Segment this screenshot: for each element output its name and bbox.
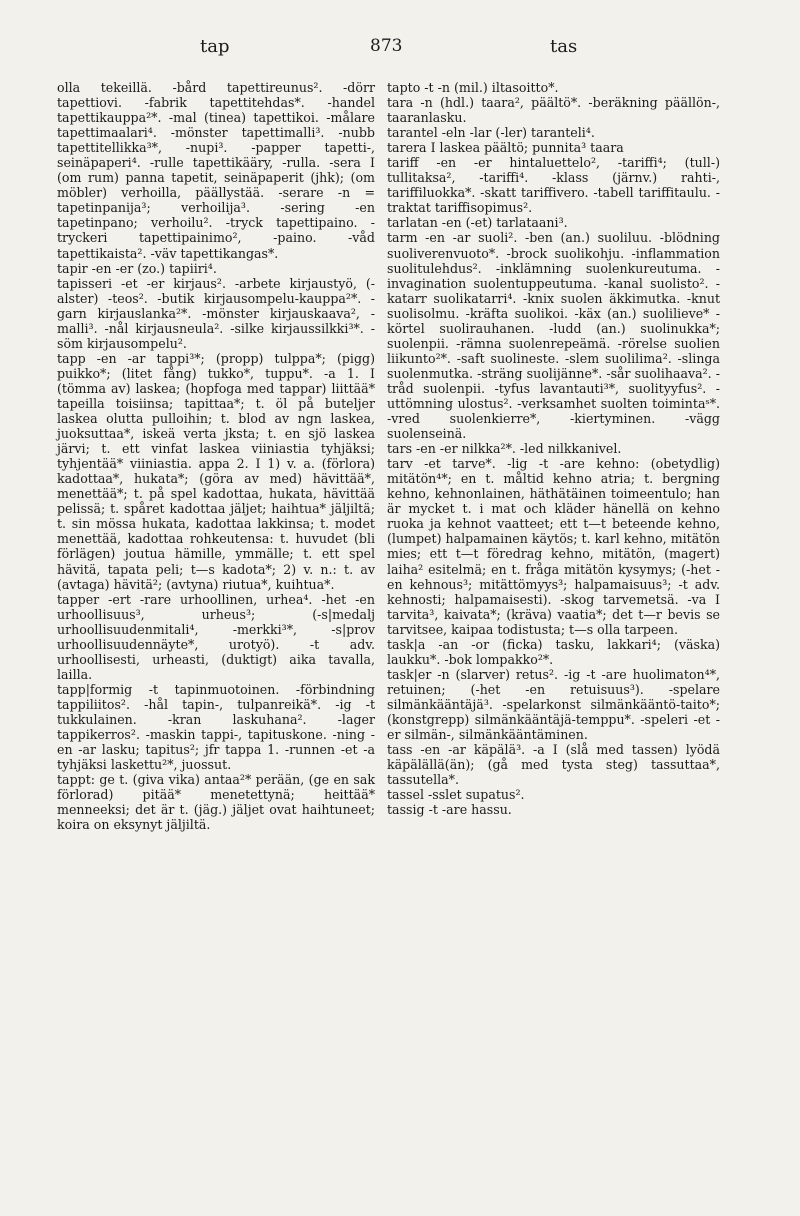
entry-tassig: tassig -t -are hassu.	[387, 802, 512, 818]
entry-tapp-compounds: tapp|formig -t tapinmuotoinen. -förbindning tappiliitos². -hål tapin-, tulpanreikä*. -ig -t tukkulainen. -kran laskuhana². -lager tappikerros². -maskin tappi-, tapituskone. -ning -en -ar lasku; tapitus²; jfr tappa 1. -runnen -et -a tyhjäksi laskettu²*, juossut.	[57, 681, 375, 773]
entry-tapet-compounds: olla tekeillä. -bård tapettireunus². -dörr tapettiovi. -fabrik tapettitehdas*. -handel tapettikauppa²*. -mal (tinea) tapettikoi. -målare tapettimaalari⁴. -mönster tapettimalli³. -nubb tapettitellikka³*, -nupi³. -papper tapetti-, seinäpaperi⁴. -rulle tapettikääry, -rulla. -sera I (om rum) panna tapetit, seinäpaperit (jhk); (om möbler) verhoilla, päällystää. -serare -n = tapetinpanija³; verhoilija³. -sering -en tapetinpano; verhoilu². -tryck tapettipaino. -tryckeri tapettipainimo², -paino. -våd tapettikaista². -väv tapettikangas*.	[57, 80, 375, 261]
entry-tapir: tapir -en -er (zo.) tapiiri⁴.	[57, 260, 217, 276]
entry-tarera: tarera I laskea päältö; punnita³ taara	[387, 140, 624, 156]
page-header	[0, 36, 800, 66]
entry-tass: tass -en -ar käpälä³. -a I (slå med tassen) lyödä käpälällä(än); (gå med tysta steg) tassuttaa*, tassutella*.	[387, 742, 720, 788]
left-column	[57, 80, 375, 832]
entry-tapp: tapp -en -ar tappi³*; (propp) tulppa*; (pigg) puikko*; (litet fång) tukko*, tuppu*. -a 1. I (tömma av) laskea; (hopfoga med tappar) liittää* tapeilla toisiinsa; tapittaa*; t. öl på buteljer laskea olutta pulloihin; t. blod av ngn laskea, juoksuttaa*, iskeä verta jksta; t. en sjö laskea järvi; t. ett vinfat laskea viiniastia tyhjäksi; tyhjentää* viiniastia. appa 2. I 1) v. a. (förlora) kadottaa*, hukata*; (göra av med) hävittää*, menettää*; t. på spel kadottaa, hukata, hävittää pelissä; t. spåret kadottaa jäljet; haihtua* jäljiltä; t. sin mössa hukata, kadottaa lakkinsa; t. modet menettää, kadottaa rohkeutensa: t. huvudet (bli förlägen) joutua hämille, ymmälle; t. ett spel hävitä, tapata peli; t—s kadota*; 2) v. n.: t. av (avtaga) hävitä²; (avtyna) riutua*, kuihtua*.	[57, 350, 375, 592]
entry-tapper: tapper -ert -rare urhoollinen, urhea⁴. -het -en urhoollisuus³, urheus³; (-s|medalj urhoollisuudenmitali⁴, -merkki³*, -s|prov urhoollisuudennäyte*, urotyö). -t adv. urhoollisesti, urheasti, (duktigt) aika tavalla, lailla.	[57, 591, 375, 682]
entry-tapisseri: tapisseri -et -er kirjaus². -arbete kirjaustyö, (-alster) -teos². -butik kirjausompelu-kauppa²*. -garn kirjauslanka²*. -mönster kirjauskaava², -malli³. -nål kirjausneula². -silke kirjaussilkki³*. -söm kirjausompelu².	[57, 275, 375, 351]
entry-tars: tars -en -er nilkka²*. -led nilkkanivel.	[387, 441, 622, 457]
entry-tappt: tappt: ge t. (giva vika) antaa²* perään, (ge en sak förlorad) pitää* menetettynä; heittää* menneeksi; det är t. (jäg.) jäljet ovat haihtuneet; koira on eksynyt jäljiltä.	[57, 772, 375, 833]
entry-tassel: tassel -sslet supatus².	[387, 787, 525, 803]
entry-tara: tara -n (hdl.) taara², päältö*. -beräkning päällön-, taaranlasku.	[387, 95, 720, 126]
entry-tarm: tarm -en -ar suoli². -ben (an.) suoliluu. -blödning suoliverenvuoto*. -brock suolikohju. -inflammation suolitulehdus². -inklämning suolenkureutuma. -invagination suolentuppeutuma. -kanal suolisto². -katarr suolikatarri⁴. -knix suolen äkkimutka. -knut suolisolmu. -kräfta suolikoi. -käx (an.) suolilieve* -körtel suolirauhanen. -ludd (an.) suolinukka*; suolenpii. -rämna suolenrepeämä. -rörelse suolien liikunto²*. -saft suolineste. -slem suolilima². -slinga suolenmutka. -sträng suolijänne*. -sår suolihaava². -tråd suolenpii. -tyfus lavantauti³*, suolityyfus². -uttömning ulostus². -verksamhet suolten toimintaˢ*. -vred suolenkierre*, -kiertyminen. -vägg suolenseinä.	[387, 230, 720, 442]
entry-tarantel: tarantel -eln -lar (-ler) taranteli⁴.	[387, 125, 595, 141]
header-guide-word-right: tas	[550, 36, 578, 57]
right-column	[387, 80, 720, 817]
entry-taska: task|a -an -or (ficka) tasku, lakkari⁴; (väska) laukku*. -bok lompakko²*.	[387, 636, 720, 667]
header-guide-word-left: tap	[200, 36, 230, 57]
page-number: 873	[370, 36, 403, 56]
entry-tapto: tapto -t -n (mil.) iltasoitto*.	[387, 80, 559, 95]
entry-tasker: task|er -n (slarver) retus². -ig -t -are huolimaton⁴*, retuinen; (-het -en retuisuus³). -spelare silmänkääntäjä³. -spelarkonst silmänkääntö-taito*; (konstgrepp) silmänkääntäjä-temppu*. -speleri -et -er silmän-, silmänkääntäminen.	[387, 666, 720, 743]
entry-tarv: tarv -et tarve*. -lig -t -are kehno: (obetydlig) mitätön⁴*; en t. måltid kehno atria; t. bergning kehno, kehnonlainen, häthätäinen toimeentulo; han är mycket t. i mat och kläder hänellä on kehno ruoka ja kehnot vaatteet; ett t—t beteende kehno, (lumpet) halpamainen käytös; t. karl kehno, mitätön mies; ett t—t föredrag kehno, mitätön, (magert) laiha² esitelmä; en t. fråga mitätön kysymys; (-het -en kehnous³; mitättömyys³; halpamaisuus³; -t adv. kehnosti; halpamaisesti). -skog tarvemetsä. -va I tarvita³, kaivata*; (kräva) vaatia*; det t—r bevis se tarvitsee, kaipaa todistusta; t—s olla tarpeen.	[387, 456, 720, 637]
entry-tariff: tariff -en -er hintaluettelo², -tariffi⁴; (tull-) tullitaksa², -tariffi⁴. -klass (järnv.) rahti-, tariffiluokka*. -skatt tariffivero. -tabell tariffitaulu. -traktat tariffisopimus².	[387, 155, 720, 216]
entry-tarlatan: tarlatan -en (-et) tarlataani³.	[387, 215, 568, 231]
